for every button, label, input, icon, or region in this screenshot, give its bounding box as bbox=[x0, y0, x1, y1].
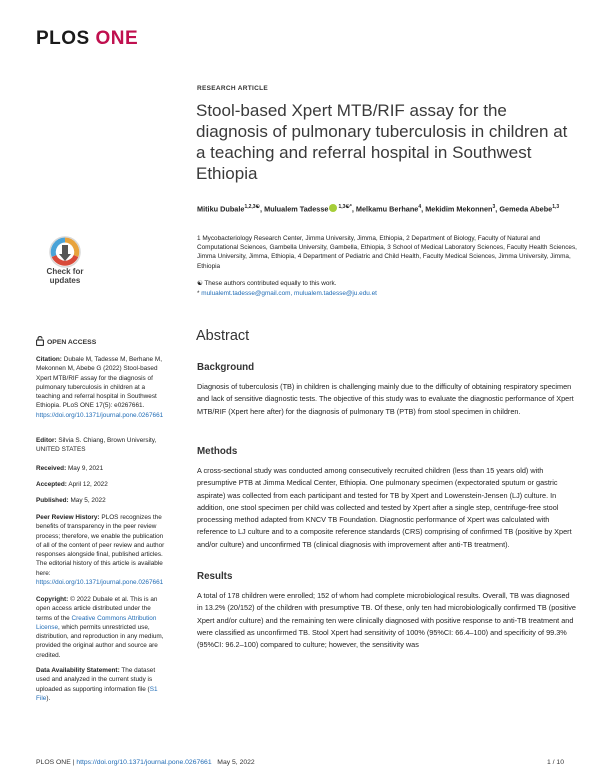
email-prefix: * bbox=[197, 290, 202, 297]
open-lock-icon bbox=[36, 336, 44, 346]
footer-date: May 5, 2022 bbox=[217, 759, 255, 766]
supporting-file-link[interactable]: S1 File bbox=[36, 685, 158, 702]
email-link[interactable]: mulualemt.tadesse@gmail.com, mulualem.tadesse@ju.edu.et bbox=[201, 290, 377, 297]
author-name[interactable]: Mekidim Mekonnen bbox=[425, 204, 493, 214]
received-label: Received: bbox=[36, 465, 67, 472]
author-affil: 3 bbox=[492, 204, 496, 210]
author-affil: 4 bbox=[418, 204, 422, 210]
affiliations: 1 Mycobacteriology Research Center, Jimma University, Jimma, Ethiopia, 2 Department of Biology, Faculty of Natural and Computational Sciences, Gambella University, Gambella, Ethiopia, 3 School of Medical Laboratory Sciences, Faculty Health Sciences, Jimma University, Jimma, Ethiopia, 4 Department of Pediatric and Child Health, Faculty Medical Sciences, Jimma University, Jimma, Ethiopia bbox=[197, 235, 577, 270]
page-number: 1 / 10 bbox=[546, 759, 564, 766]
footer-journal: PLOS ONE bbox=[36, 759, 71, 766]
author-list: Mitiku Dubale$^{1,2,3☯}$, Mulualem Tadesse $^{1,3☯*}$, Melkamu Berhane$^4$, Mekidim Mekonnen$^3$, Gemeda Abebe$^{1,3}$ bbox=[197, 204, 560, 214]
author-name[interactable]: Gemeda Abebe bbox=[499, 204, 553, 214]
citation-label: Citation: bbox=[36, 356, 62, 363]
equal-contribution-note: ☯ These authors contributed equally to this work. bbox=[197, 280, 337, 287]
accepted-block bbox=[36, 480, 168, 489]
open-access-label: OPEN ACCESS bbox=[36, 336, 96, 346]
author-name[interactable]: Melkamu Berhane bbox=[355, 204, 419, 214]
peer-review-text: PLOS recognizes the benefits of transparency in the peer review process; therefore, we enable the publication of all of the content of peer review and author responses alongside final, published articles. The editorial history of this article is available here: bbox=[36, 514, 165, 577]
published-label: Published: bbox=[36, 497, 69, 504]
editor-text: Silvia S. Chiang, Brown University, UNITED STATES bbox=[36, 437, 157, 454]
peer-review-block bbox=[36, 513, 168, 587]
check-for-updates-badge[interactable] bbox=[36, 236, 94, 292]
orcid-icon[interactable] bbox=[329, 204, 337, 212]
page-footer: PLOS ONE | https://doi.org/10.1371/journal.pone.0267661 May 5, 2022 1 / 10 bbox=[36, 759, 564, 766]
journal-logo bbox=[36, 28, 138, 50]
background-heading: Background bbox=[197, 362, 255, 373]
accepted-date: April 12, 2022 bbox=[68, 481, 108, 488]
results-text: A total of 178 children were enrolled; 152 of whom had complete microbiological results. Overall, TB was diagnosed in 13.2% (20/152) of the children with presumptive TB. Of these, only ten had microbiologically confirmed TB (positive Xpert and/or culture) and the remaining ten were clinically diagnosed with positive response to anti-TB treatment and were classified as unconfirmed TB. Stool Xpert had sensitivity of 100% (95%CI: 66.4–100) and specificity of 99.3% (95%CI: 96.2–100) compared to culture; however, the sensitivity was bbox=[197, 591, 576, 650]
logo-one: ONE bbox=[95, 28, 139, 49]
logo-plos: PLOS bbox=[36, 28, 90, 49]
copyright-text-end: , which permits unrestricted use, distribution, and reproduction in any medium, provided the original author and source are credited. bbox=[36, 623, 164, 659]
author-affil: 1,3☯* bbox=[338, 204, 352, 210]
abstract-heading: Abstract bbox=[196, 328, 250, 344]
peer-review-link[interactable]: https://doi.org/10.1371/journal.pone.0267661 bbox=[36, 579, 164, 587]
citation-doi-link[interactable]: https://doi.org/10.1371/journal.pone.0267661 bbox=[36, 411, 164, 419]
data-availability-label: Data Availability Statement: bbox=[36, 667, 120, 674]
article-type: RESEARCH ARTICLE bbox=[197, 85, 269, 92]
footer-doi-link[interactable]: https://doi.org/10.1371/journal.pone.0267661 bbox=[76, 759, 212, 766]
published-block bbox=[36, 496, 168, 505]
author-name[interactable]: Mitiku Dubale bbox=[197, 204, 245, 214]
copyright-label: Copyright: bbox=[36, 596, 69, 603]
published-date: May 5, 2022 bbox=[70, 497, 106, 504]
copyright-block bbox=[36, 595, 168, 660]
received-block bbox=[36, 464, 168, 473]
citation-text: Dubale M, Tadesse M, Berhane M, Mekonnen M, Abebe G (2022) Stool-based Xpert MTB/RIF assay for the diagnosis of pulmonary tuberculosis in children at a teaching and referral hospital in Southwest Ethiopia. PLoS ONE 17(5): e0267661. bbox=[36, 356, 162, 410]
peer-review-label: Peer Review History: bbox=[36, 514, 100, 521]
accepted-label: Accepted: bbox=[36, 481, 67, 488]
methods-heading: Methods bbox=[197, 446, 238, 457]
author-affil: 1,3 bbox=[552, 204, 560, 210]
corresponding-email bbox=[197, 290, 377, 297]
methods-text: A cross-sectional study was conducted among consecutively recruited children (less than 15 years old) with presumptive PTB at Jimma Medical Center, Ethiopia. One pulmonary specimen (expectorated sputum or gastric aspirate) was collected from each participant and tested for TB by Xpert and Lowenstein-Jensen (LJ) culture. In addition, one stool specimen per child was collected and tested by Xpert after a single step, centrifuge-free stool processing method adapted from KNCV TB Foundation. Diagnostic performance of Xpert was calculated with reference to LJ culture and to a composite reference standards (CRS) comprising of confirmed TB (positive by Xpert and/or culture) and unconfirmed TB (clinical diagnosis with improvement after anti-TB treatment). bbox=[197, 466, 572, 549]
author-name[interactable]: Mulualem Tadesse bbox=[264, 204, 329, 214]
check-for-updates-icon bbox=[49, 236, 81, 268]
editor-block bbox=[36, 436, 168, 455]
citation-block bbox=[36, 355, 168, 420]
author-affil: 1,2,3☯ bbox=[244, 204, 261, 210]
received-date: May 9, 2021 bbox=[67, 465, 104, 472]
data-availability-block: Data Availability Statement: The dataset used and analyzed in the current study is uploaded as supporting information file (S1 File). bbox=[36, 667, 158, 702]
results-heading: Results bbox=[197, 571, 233, 582]
license-link[interactable]: Creative Commons Attribution License bbox=[36, 614, 157, 631]
copyright-text: © 2022 Dubale et al. This is an open access article distributed under the terms of the bbox=[36, 596, 158, 622]
editor-label: Editor: bbox=[36, 437, 57, 444]
check-for-updates-label: Check for updates bbox=[46, 267, 84, 285]
data-availability-text: The dataset used and analyzed in the current study is uploaded as supporting information file ( bbox=[36, 667, 156, 693]
background-text: Diagnosis of tuberculosis (TB) in children is challenging mainly due to the difficulty of obtaining respiratory specimen and lack of sensitive diagnostic tests. The objective of this study was to evaluate the diagnostic performance of Xpert MTB/RIF (Xpert here after) for the diagnosis of pulmonary TB (PTB) from stool specimen in children. bbox=[197, 382, 574, 416]
article-title: Stool-based Xpert MTB/RIF assay for the diagnosis of pulmonary tuberculosis in children at a teaching and referral hospital in Southwest Ethiopia bbox=[196, 101, 568, 183]
